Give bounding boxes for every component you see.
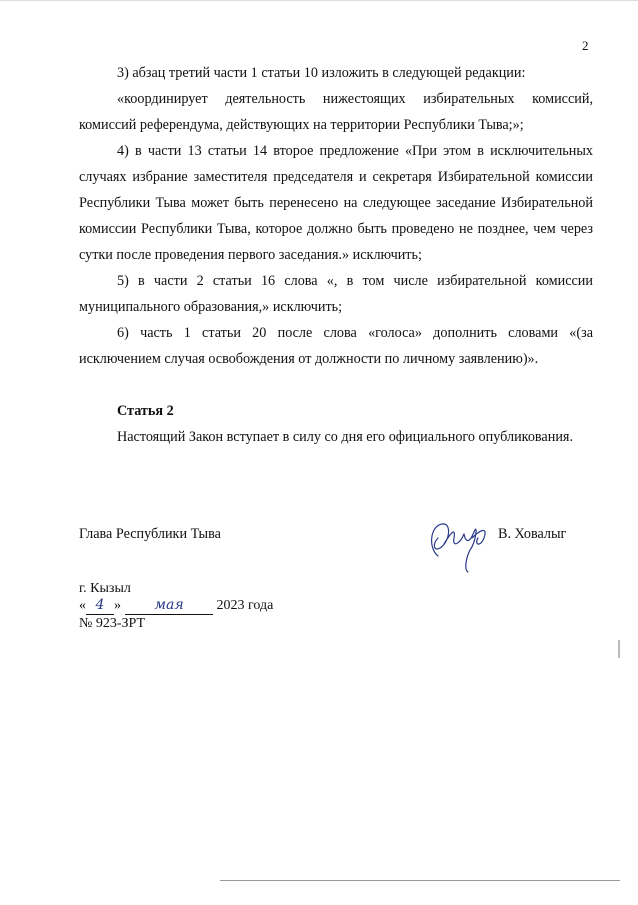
open-quote: «: [79, 598, 86, 613]
city: г. Кызыл: [79, 581, 131, 596]
paragraph-5: 5) в части 2 статьи 16 слова «, в том числе избирательной комиссии муниципального образования,» исключить;: [79, 273, 593, 315]
date-month: мая: [154, 597, 184, 613]
paragraph-4: 4) в части 13 статьи 14 второе предложение «При этом в исключительных случаях избрание заместителя председателя и секретаря Избирательной комиссии Республики Тыва может быть перенесено на следующее заседание Избирательной комиссии Республики Тыва, которое должно быть проведено не позднее, чем через сутки после проведения первого заседания.» исключить;: [79, 143, 593, 263]
date-year: 2023 года: [216, 598, 274, 613]
law-number: № 923-ЗРТ: [79, 616, 146, 631]
place-date-block: [79, 580, 273, 632]
paragraph-3: 3) абзац третий части 1 статьи 10 изложить в следующей редакции:: [117, 65, 526, 81]
close-quote: »: [114, 598, 121, 613]
signer-name: В. Ховалыг: [498, 526, 567, 542]
article-2-text: Настоящий Закон вступает в силу со дня его официального опубликования.: [117, 429, 573, 445]
signer-position: Глава Республики Тыва: [79, 526, 221, 542]
date-line: [79, 597, 273, 615]
scan-artifact: [618, 640, 620, 658]
date-day: 4: [95, 597, 105, 613]
paragraph-quote: «координирует деятельность нижестоящих избирательных комиссий, комиссий референдума, действующих на территории Республики Тыва;»;: [79, 91, 593, 133]
article-2-heading: Статья 2: [117, 403, 174, 419]
page-number: 2: [582, 38, 589, 53]
scan-edge-top: [0, 0, 638, 1]
scan-edge-bottom: [220, 880, 620, 881]
handwritten-signature: [424, 508, 496, 578]
document-body: [79, 60, 593, 450]
spacer: [79, 372, 593, 398]
paragraph-6: 6) часть 1 статьи 20 после слова «голоса» дополнить словами «(за исключением случая освобождения от должности по личному заявлению)».: [79, 325, 593, 367]
